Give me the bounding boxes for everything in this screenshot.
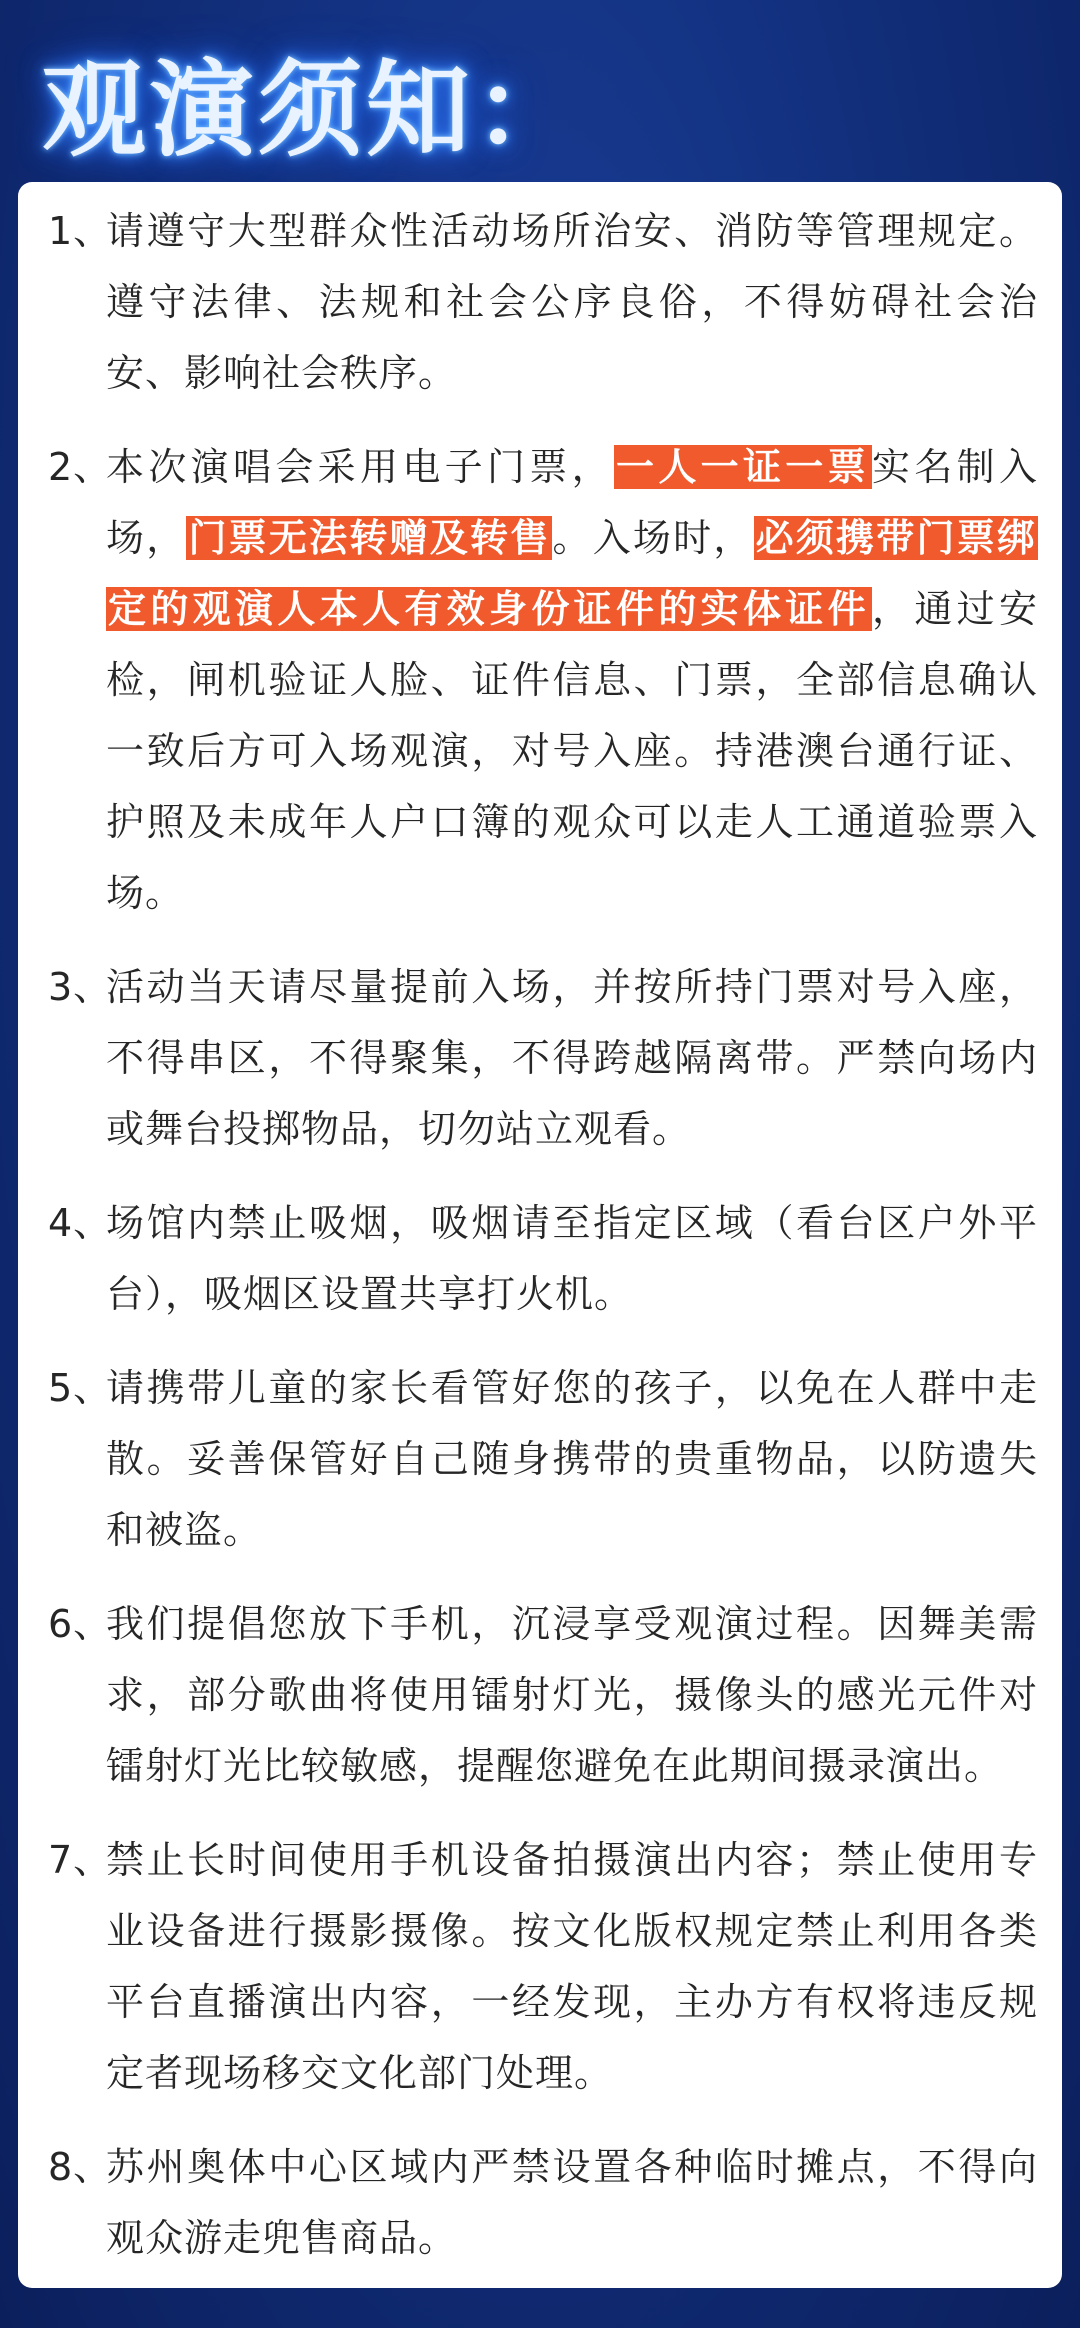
item-number: 6、	[48, 1602, 113, 1646]
notice-item-2	[48, 432, 1038, 929]
item-text: 我们提倡您放下手机，沉浸享受观演过程。因舞美需求，部分歌曲将使用镭射灯光，摄像头的感光元件对镭射灯光比较敏感，提醒您避免在此期间摄录演出。	[106, 1602, 1038, 1788]
item-number: 7、	[48, 1838, 113, 1882]
item-number: 8、	[48, 2145, 113, 2189]
notice-item-6	[48, 1589, 1038, 1802]
item-number: 3、	[48, 965, 113, 1009]
item-text: 场馆内禁止吸烟，吸烟请至指定区域（看台区户外平台），吸烟区设置共享打火机。	[106, 1201, 1038, 1316]
notice-item-1	[48, 196, 1038, 409]
notice-item-4	[48, 1188, 1038, 1330]
item-text: 活动当天请尽量提前入场，并按所持门票对号入座，不得串区，不得聚集，不得跨越隔离带。严禁向场内或舞台投掷物品，切勿站立观看。	[106, 965, 1038, 1151]
highlight-bring-id: 必须携带门票绑定的观演人本人有效身份证件的实体证件	[108, 516, 1036, 631]
item-text-part: ，通过安检，闸机验证人脸、证件信息、门票，全部信息确认一致后方可入场观演，对号入座。持港澳台通行证、护照及未成年人户口簿的观众可以走人工通道验票入场。	[106, 587, 1038, 915]
item-text: 请携带儿童的家长看管好您的孩子，以免在人群中走散。妥善保管好自己随身携带的贵重物品，以防遗失和被盗。	[106, 1366, 1038, 1552]
item-number: 1、	[48, 209, 113, 253]
item-text-part: 本次演唱会采用电子门票，	[106, 445, 614, 489]
item-text: 禁止长时间使用手机设备拍摄演出内容；禁止使用专业设备进行摄影摄像。按文化版权规定禁止利用各类平台直播演出内容，一经发现，主办方有权将违反规定者现场移交文化部门处理。	[106, 1838, 1038, 2095]
item-text: 请遵守大型群众性活动场所治安、消防等管理规定。遵守法律、法规和社会公序良俗，不得妨碍社会治安、影响社会秩序。	[106, 209, 1038, 395]
notice-card	[18, 182, 1062, 2288]
item-text: 苏州奥体中心区域内严禁设置各种临时摊点，不得向观众游走兜售商品。	[106, 2145, 1038, 2260]
notice-item-7	[48, 1825, 1038, 2109]
item-text-part: 实名制入场，	[106, 445, 1038, 560]
item-text-part: 。入场时，	[552, 516, 754, 560]
item-number: 4、	[48, 1201, 113, 1245]
item-number: 5、	[48, 1366, 113, 1410]
notice-item-5	[48, 1353, 1038, 1566]
highlight-no-transfer: 门票无法转赠及转售	[188, 516, 551, 560]
highlight-one-person-one-id: 一人一证一票	[615, 445, 870, 489]
notice-item-3	[48, 952, 1038, 1165]
item-number: 2、	[48, 445, 113, 489]
page-title: 观演须知：	[42, 49, 583, 171]
item-text	[106, 432, 1038, 929]
notice-item-8	[48, 2132, 1038, 2274]
